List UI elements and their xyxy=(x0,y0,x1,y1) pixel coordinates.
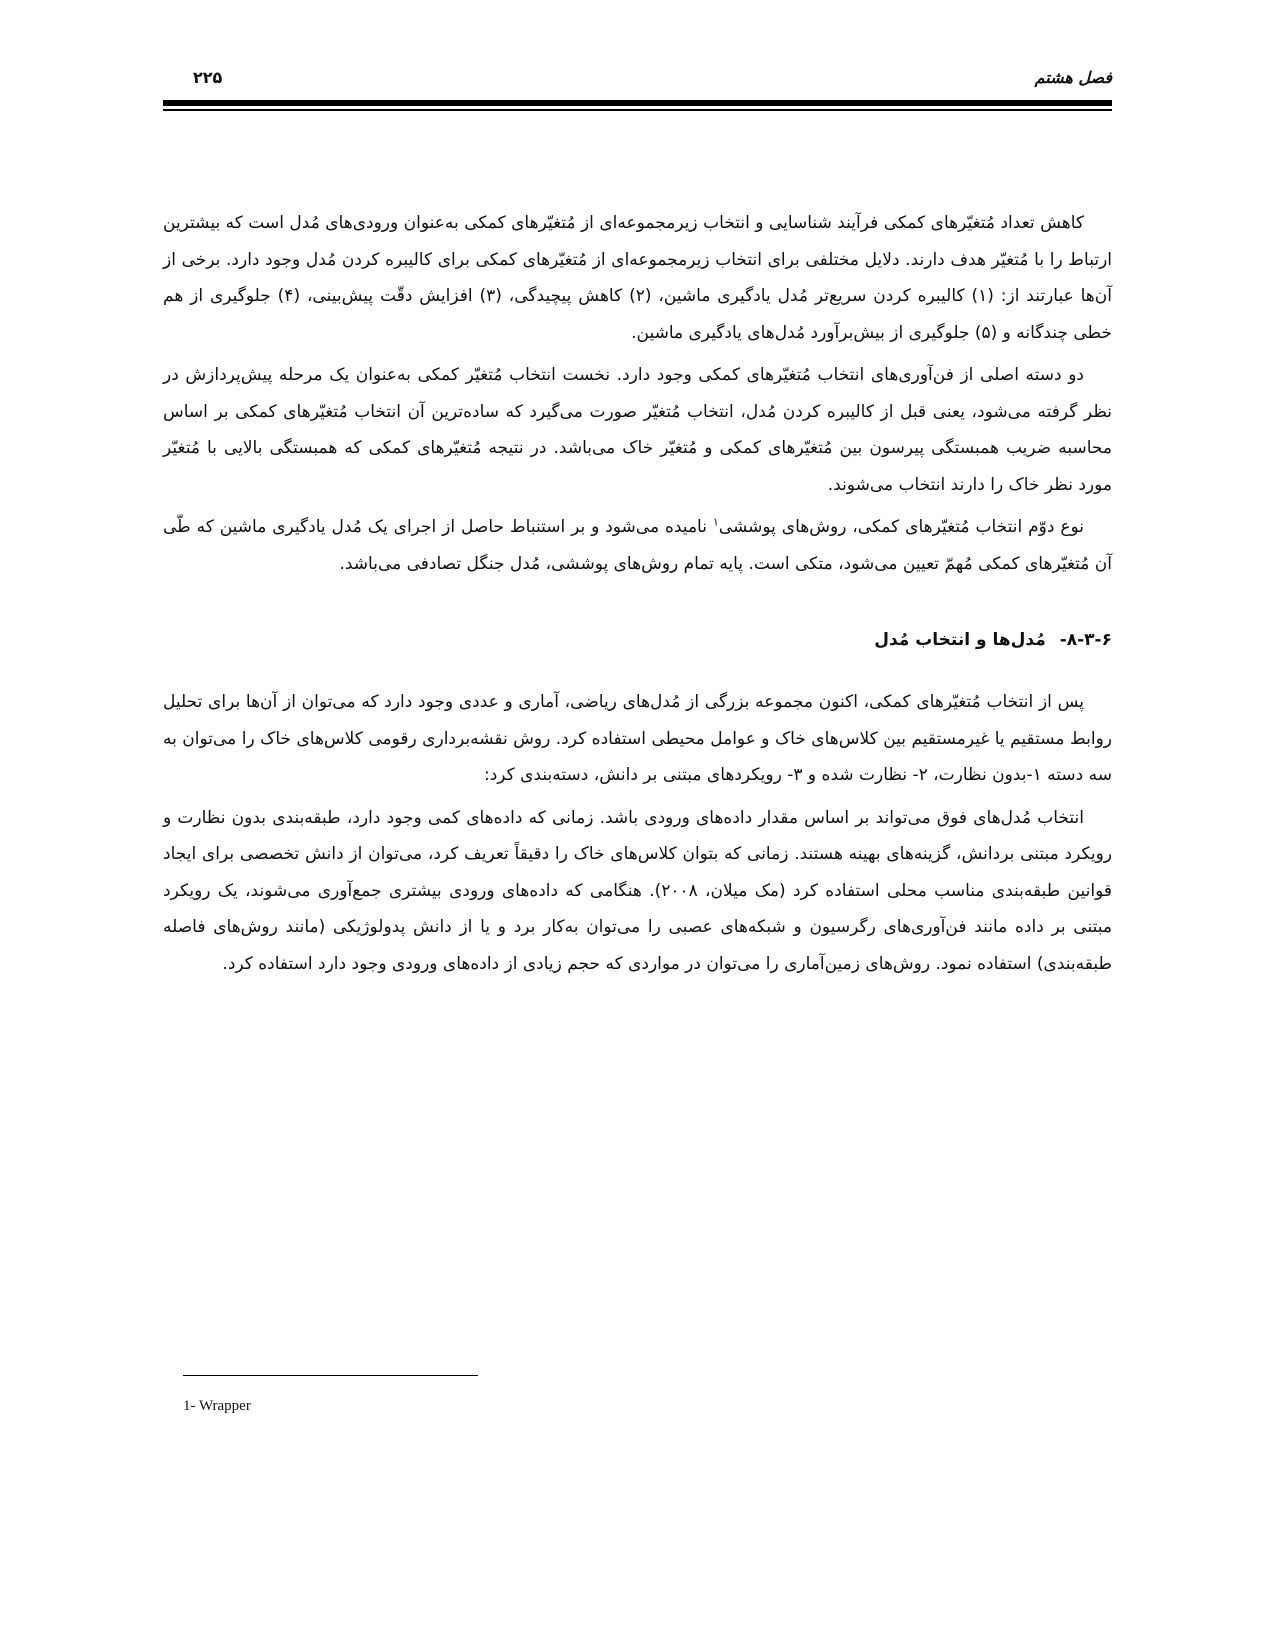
page-header xyxy=(163,68,1112,98)
paragraph-3-text-end: نامیده می‌شود و بر استنباط حاصل از اجرای یک مُدل یادگیری ماشین که طّی آن مُتغیّرهای کمکی مُهمّ تعیین می‌شود، متکی است. پایه تمام روش‌های پوششی، مُدل جنگل تصادفی می‌باشد. xyxy=(163,517,1112,574)
paragraph-3-text-start: نوع دوّم انتخاب مُتغیّرهای کمکی، روش‌های پوششی xyxy=(718,517,1084,537)
chapter-title: فصل هشتم xyxy=(1034,68,1112,87)
footnote-separator xyxy=(183,1375,478,1376)
page-number: ۲۲۵ xyxy=(193,68,223,87)
section-number: ۸-۳-۶- xyxy=(1059,630,1112,650)
section-paragraph-2: انتخاب مُدل‌های فوق می‌تواند بر اساس مقدار داده‌های ورودی باشد. زمانی که داده‌های کمی وجود دارد، طبقه‌بندی بدون نظارت و رویکرد مبتنی بردانش، گزینه‌های بهینه هستند. زمانی که بتوان کلاس‌های خاک را دقیقاً تعریف کرد، می‌توان از دانش تخصصی برای ایجاد قوانین طبقه‌بندی مناسب محلی استفاده کرد (مک میلان، ۲۰۰۸). هنگامی که داده‌های ورودی بیشتری جمع‌آوری می‌شوند، یک رویکرد مبتنی بر داده مانند فن‌آوری‌های رگرسیون و شبکه‌های عصبی را می‌توان به‌کار برد و یا از دانش پدولوژیکی (مانند روش‌های فاصله طبقه‌بندی) استفاده نمود. روش‌های زمین‌آماری را می‌توان در مواردی که حجم زیادی از داده‌های ورودی وجود دارد استفاده کرد. xyxy=(163,807,1112,974)
section-title: مُدل‌ها و انتخاب مُدل xyxy=(874,630,1046,650)
body-paragraph-3 xyxy=(163,509,1112,582)
body-paragraph-2: دو دسته اصلی از فن‌آوری‌های انتخاب مُتغیّرهای کمکی وجود دارد. نخست انتخاب مُتغیّر کمکی به‌عنوان یک مرحله پیش‌پردازش در نظر گرفته می‌شود، یعنی قبل از کالیبره کردن مُدل، انتخاب مُتغیّر صورت می‌گیرد که ساده‌ترین آن انتخاب مُتغیّرهای کمکی بر اساس محاسبه ضریب همبستگی پیرسون بین مُتغیّرهای کمکی و مُتغیّر خاک می‌باشد. در نتیجه مُتغیّرهای کمکی که همبستگی بالایی با مُتغیّر مورد نظر خاک را دارند انتخاب می‌شوند. xyxy=(163,365,1112,495)
body-paragraph-1: کاهش تعداد مُتغیّرهای کمکی فرآیند شناسایی و انتخاب زیرمجموعه‌ای از مُتغیّرهای کمکی به‌عنوان ورودی‌های مُدل است که بیشترین ارتباط را با مُتغیّر هدف دارند. دلایل مختلفی برای انتخاب زیرمجموعه‌ای از مُتغیّرهای کمکی برای کالیبره کردن مُدل وجود دارد. برخی از آن‌ها عبارتند از: (۱) کالیبره کردن سریع‌تر مُدل یادگیری ماشین، (۲) کاهش پیچیدگی، (۳) افزایش دقّت پیش‌بینی، (۴) جلوگیری از هم خطی چندگانه و (۵) جلوگیری از بیش‌برآورد مُدل‌های یادگیری ماشین. xyxy=(163,213,1112,343)
section-heading xyxy=(163,622,1112,658)
header-rule-thick xyxy=(163,100,1112,106)
page-body xyxy=(163,205,1112,982)
header-rule-thin xyxy=(163,109,1112,111)
footnote: 1- Wrapper xyxy=(183,1398,251,1414)
footnote-reference: ۱ xyxy=(712,515,719,529)
section-paragraph-1: پس از انتخاب مُتغیّرهای کمکی، اکنون مجموعه بزرگی از مُدل‌های ریاضی، آماری و عددی وجود دارد که می‌توان از آن‌ها برای تحلیل روابط مستقیم یا غیرمستقیم بین کلاس‌های خاک و عوامل محیطی استفاده کرد. روش نقشه‌برداری رقومی کلاس‌های خاک را می‌توان به سه دسته ۱-بدون نظارت، ۲- نظارت شده و ۳- رویکردهای مبتنی بر دانش، دسته‌بندی کرد: xyxy=(163,692,1112,785)
